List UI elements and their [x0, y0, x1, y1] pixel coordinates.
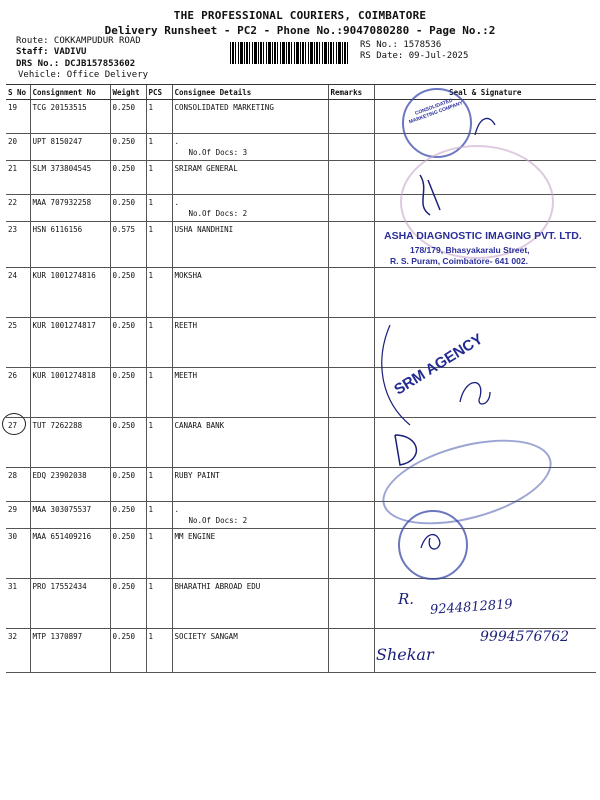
row-consignee	[172, 502, 328, 529]
row-weight: 0.250	[110, 134, 146, 161]
row-weight: 0.250	[110, 368, 146, 418]
row-seal	[374, 268, 596, 318]
row-pcs: 1	[146, 368, 172, 418]
row-sno: 28	[6, 468, 30, 502]
row-sno: 24	[6, 268, 30, 318]
row-sno: 23	[6, 222, 30, 268]
row-weight: 0.575	[110, 222, 146, 268]
row-consignee-name: USHA NANDHINI	[174, 225, 234, 234]
row-remarks	[328, 502, 374, 529]
row-remarks	[328, 468, 374, 502]
row-consignee-name: .	[174, 505, 180, 514]
table-row	[6, 100, 596, 134]
row-consignee-name: MOKSHA	[174, 271, 202, 280]
row-remarks	[328, 368, 374, 418]
row-remarks	[328, 134, 374, 161]
row-consignee	[172, 195, 328, 222]
row-pcs: 1	[146, 161, 172, 195]
row-docs: No.Of Docs: 3	[188, 148, 248, 157]
col-remarks: Remarks	[328, 85, 374, 100]
row-sno: 30	[6, 529, 30, 579]
company-title: THE PROFESSIONAL COURIERS, COIMBATORE	[173, 9, 427, 22]
row-sno: 22	[6, 195, 30, 222]
row-consignment: UPT 8150247	[30, 134, 110, 161]
row-consignee-name: RUBY PAINT	[174, 471, 220, 480]
row-pcs: 1	[146, 468, 172, 502]
col-consignment: Consignment No	[30, 85, 110, 100]
row-pcs: 1	[146, 629, 172, 673]
row-consignee-name: CANARA BANK	[174, 421, 225, 430]
row-sno: 20	[6, 134, 30, 161]
row-sno: 31	[6, 579, 30, 629]
row-weight: 0.250	[110, 100, 146, 134]
col-consignee: Consignee Details	[172, 85, 328, 100]
row-consignment: HSN 6116156	[30, 222, 110, 268]
row-consignee	[172, 222, 328, 268]
rs-date: RS Date: 09-Jul-2025	[360, 51, 469, 61]
row-consignment: MTP 1370897	[30, 629, 110, 673]
signature-mark	[410, 170, 450, 220]
row-weight: 0.250	[110, 579, 146, 629]
table-row	[6, 529, 596, 579]
row-consignee	[172, 468, 328, 502]
row-sno: 32	[6, 629, 30, 673]
row-weight: 0.250	[110, 268, 146, 318]
row-sno: 19	[6, 100, 30, 134]
runsheet-subtitle: Delivery Runsheet - PC2 - Phone No.:9047080280 - Page No.:2	[104, 24, 496, 37]
staff-label: Staff: VADIVU	[16, 47, 87, 57]
row-pcs: 1	[146, 195, 172, 222]
signature-mark: R.	[398, 590, 415, 608]
row-pcs: 1	[146, 100, 172, 134]
diagnostic-stamp-name: ASHA DIAGNOSTIC IMAGING PVT. LTD.	[384, 230, 582, 242]
row-consignee	[172, 368, 328, 418]
row-weight: 0.250	[110, 629, 146, 673]
row-consignment: MAA 707932258	[30, 195, 110, 222]
row-remarks	[328, 268, 374, 318]
diagnostic-stamp-address1: 178/179, Bhasyakaralu Street,	[410, 245, 530, 255]
col-pcs: PCS	[146, 85, 172, 100]
row-sno: 26	[6, 368, 30, 418]
row-pcs: 1	[146, 418, 172, 468]
table-row	[6, 268, 596, 318]
row-docs: No.Of Docs: 2	[188, 516, 248, 525]
row-remarks	[328, 629, 374, 673]
handwritten-phone-2: 9994576762	[480, 629, 570, 645]
row-consignment: TCG 20153515	[30, 100, 110, 134]
row-consignee-name: .	[174, 198, 180, 207]
barcode	[230, 42, 348, 64]
row-pcs: 1	[146, 529, 172, 579]
row-consignee-name: CONSOLIDATED MARKETING	[174, 103, 274, 112]
row-consignee	[172, 629, 328, 673]
row-consignment: SLM 373804545	[30, 161, 110, 195]
row-consignment: EDQ 23902038	[30, 468, 110, 502]
col-seal-signature: Seal & Signature	[374, 85, 596, 100]
srm-agency-stamp: SRM AGENCY	[391, 330, 486, 399]
vehicle-label: Vehicle: Office Delivery	[18, 70, 149, 80]
row-consignee-name: SRIRAM GENERAL	[174, 164, 238, 173]
row-consignment: PRO 17552434	[30, 579, 110, 629]
signature-mark	[470, 110, 500, 140]
row-weight: 0.250	[110, 529, 146, 579]
row-consignment: MAA 303075537	[30, 502, 110, 529]
row-consignee	[172, 579, 328, 629]
row-consignee	[172, 161, 328, 195]
rs-number: RS No.: 1578536	[360, 40, 442, 50]
row-remarks	[328, 100, 374, 134]
row-consignment: KUR 1001274818	[30, 368, 110, 418]
row-weight: 0.250	[110, 318, 146, 368]
row-sno: 25	[6, 318, 30, 368]
row-remarks	[328, 161, 374, 195]
row-remarks	[328, 195, 374, 222]
row-remarks	[328, 222, 374, 268]
row-pcs: 1	[146, 134, 172, 161]
row-remarks	[328, 418, 374, 468]
row-consignee-name: .	[174, 137, 180, 146]
row-27-circle-mark	[2, 413, 26, 435]
row-sno: 27	[6, 418, 30, 468]
row-weight: 0.250	[110, 161, 146, 195]
row-consignee-name: SOCIETY SANGAM	[174, 632, 238, 641]
row-consignee	[172, 268, 328, 318]
row-pcs: 1	[146, 579, 172, 629]
row-pcs: 1	[146, 318, 172, 368]
row-remarks	[328, 579, 374, 629]
row-consignee-name: MM ENGINE	[174, 532, 216, 541]
row-weight: 0.250	[110, 502, 146, 529]
row-consignee	[172, 100, 328, 134]
handwritten-name: Shekar	[376, 645, 434, 664]
row-weight: 0.250	[110, 418, 146, 468]
table-row	[6, 368, 596, 418]
col-weight: Weight	[110, 85, 146, 100]
row-consignee-name: MEETH	[174, 371, 198, 380]
consolidated-seal-text: CONSOLIDATED MARKETING COMPANY	[408, 97, 464, 126]
table-header-row	[6, 85, 596, 100]
row-docs: No.Of Docs: 2	[188, 209, 248, 218]
row-consignment: TUT 7262288	[30, 418, 110, 468]
row-sno: 21	[6, 161, 30, 195]
row-consignee	[172, 134, 328, 161]
row-sno: 29	[6, 502, 30, 529]
row-pcs: 1	[146, 268, 172, 318]
row-consignment: MAA 651409216	[30, 529, 110, 579]
signature-mark	[418, 528, 444, 554]
signature-mark	[455, 372, 495, 412]
handwritten-phone-1: 9244812819	[429, 597, 514, 618]
row-consignee-name: BHARATHI ABROAD EDU	[174, 582, 261, 591]
row-consignment: KUR 1001274816	[30, 268, 110, 318]
drs-number: DRS No.: DCJB157853602	[16, 59, 136, 69]
route-label: Route: COKKAMPUDUR ROAD	[16, 36, 141, 46]
row-weight: 0.250	[110, 195, 146, 222]
diagnostic-stamp-address2: R. S. Puram, Coimbatore- 641 002.	[390, 256, 528, 266]
row-remarks	[328, 529, 374, 579]
row-pcs: 1	[146, 502, 172, 529]
row-consignment: KUR 1001274817	[30, 318, 110, 368]
row-weight: 0.250	[110, 468, 146, 502]
row-pcs: 1	[146, 222, 172, 268]
col-sno: S No	[6, 85, 30, 100]
row-consignee	[172, 318, 328, 368]
row-consignee-name: REETH	[174, 321, 198, 330]
row-consignee	[172, 529, 328, 579]
table-row	[6, 318, 596, 368]
row-remarks	[328, 318, 374, 368]
row-consignee	[172, 418, 328, 468]
signature-mark	[370, 320, 430, 430]
